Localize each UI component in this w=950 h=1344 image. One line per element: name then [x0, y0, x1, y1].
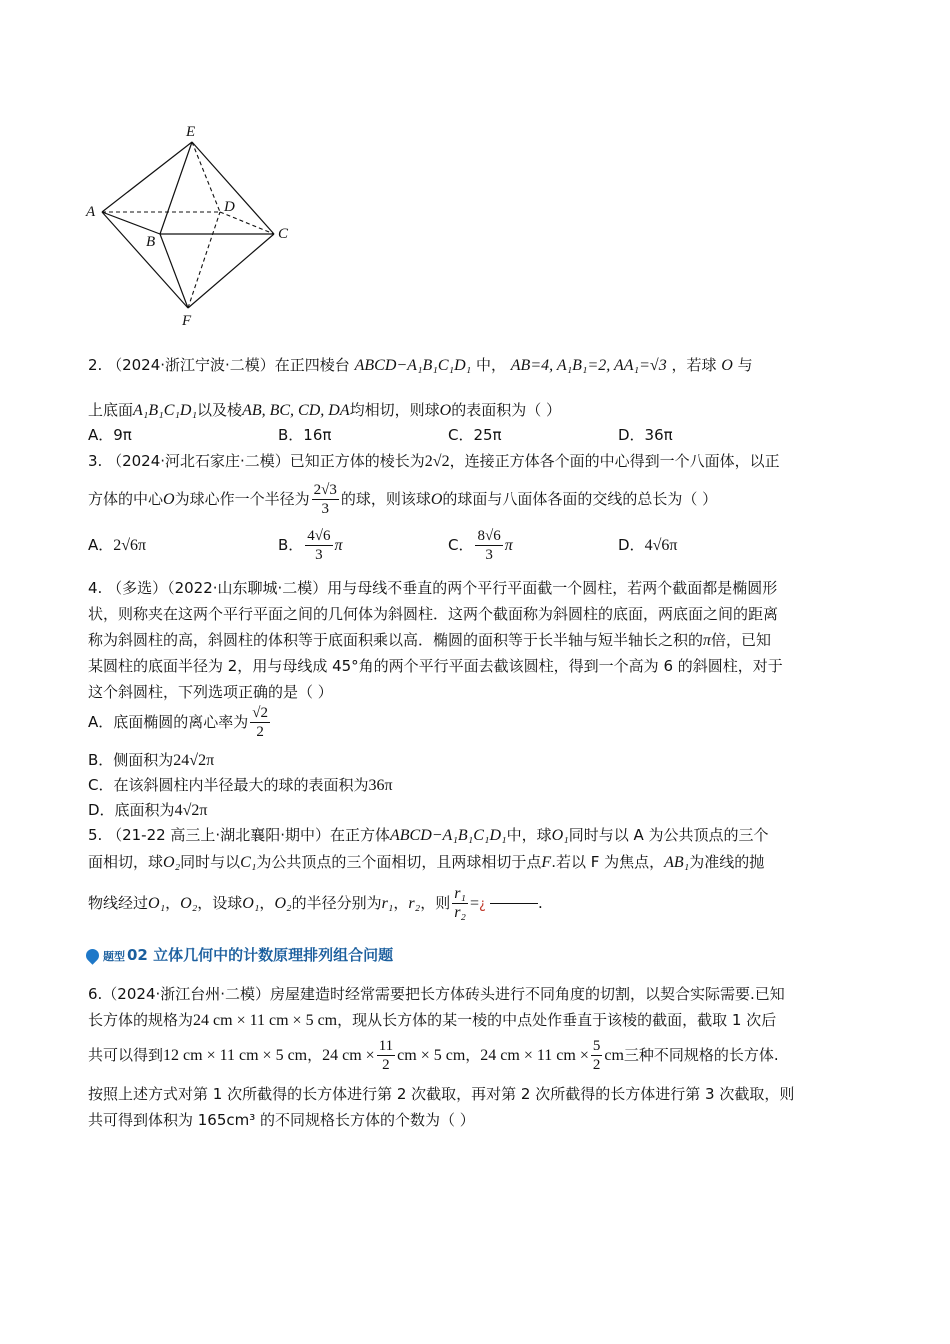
label-F: F: [182, 313, 192, 329]
q3-line2: 方体的中心O为球心作一个半径为 $\frac{2√3}{3}$ 的球，则该球O的球面与八面体各面的交线的总长为（ ）: [88, 482, 718, 517]
edge-AB: [102, 212, 160, 234]
q6-line1: 6.（2024·浙江台州·二模）房屋建造时经常需要把长方体砖头进行不同角度的切割，以契合实际需要.已知: [88, 985, 785, 1003]
q4-line3: 称为斜圆柱的高，斜圆柱的体积等于底面积乘以高．椭圆的面积等于长半轴与短半轴长之积的π倍，已知: [88, 631, 772, 649]
section-heading: 题型 02 立体几何中的计数原理排列组合问题: [86, 944, 393, 965]
q4-line4: 某圆柱的底面半径为 2，用与母线成 45°角的两个平行平面去截该圆柱，得到一个高为 6 的斜圆柱，对于: [88, 657, 783, 675]
q6-line3: 共可以得到12 cm × 11 cm × 5 cm，24 cm × $\frac{11}{2}$ cm × 5 cm，24 cm × 11 cm × $\frac{5}{2}$ cm三种不同规格的长方体.: [88, 1038, 779, 1073]
edge-EA: [102, 142, 192, 212]
q3-option-c: C． $\frac{8√6}{3}$ π: [448, 528, 513, 563]
q2-option-a: A．9π: [88, 426, 132, 444]
edge-ED-hidden: [192, 142, 220, 212]
q2-option-d: D．36π: [618, 426, 673, 444]
q5-answer-blank[interactable]: [490, 903, 538, 904]
q5-line2: 面相切，球O₂同时与以C₁为公共顶点的三个面相切，且两球相切于点F.若以 F 为焦点，AB₁为准线的抛: [88, 853, 765, 871]
q3-option-a: A．2√6π: [88, 536, 147, 554]
q3-option-b: B． $\frac{4√6}{3}$ π: [278, 528, 343, 563]
label-B: B: [146, 234, 156, 250]
location-pin-icon: [83, 946, 101, 964]
edge-EC: [192, 142, 274, 234]
q5-ratio-fraction: $\frac{\text{r₁}}{\text{r₂}}$: [454, 885, 466, 921]
q3-radius-fraction: $\frac{2√3}{3}$: [313, 482, 337, 517]
edge-DC-hidden: [220, 212, 274, 234]
q4-line5: 这个斜圆柱，下列选项正确的是（ ）: [88, 683, 333, 701]
label-E: E: [186, 124, 196, 140]
edge-FB: [160, 234, 188, 308]
label-A: A: [86, 204, 96, 220]
edge-FA: [102, 212, 188, 308]
q4-line1: 4. （多选）（2022·山东聊城·二模）用与母线不垂直的两个平行平面截一个圆柱，若两个截面都是椭圆形: [88, 579, 778, 597]
q4-option-d: D．底面积为4√2π: [88, 801, 208, 819]
q2-line1: 2. （2024·浙江宁波·二模）在正四棱台 ABCD−A₁B₁C₁D₁ 中， AB=4, A₁B₁=2, AA₁=√3 ，若球 O 与: [88, 356, 753, 374]
q4-option-c: C．在该斜圆柱内半径最大的球的表面积为36π: [88, 776, 393, 794]
q5-line3: 物线经过O₁，O₂，设球O₁，O₂的半径分别为r₁，r₂，则 $\frac{\text{r₁}}{\text{r₂}}$ =¿ .: [88, 885, 543, 921]
q3-options: [88, 524, 888, 568]
q6-line2: 长方体的规格为24 cm × 11 cm × 5 cm，现从长方体的某一棱的中点处作垂直于该棱的截面，截取 1 次后: [88, 1011, 777, 1029]
q6-line5: 共可得到体积为 165cm³ 的不同规格长方体的个数为（ ）: [88, 1111, 475, 1129]
q5-line1: 5. （21-22 高三上·湖北襄阳·期中）在正方体ABCD−A₁B₁C₁D₁中，球O₁同时与以 A 为公共顶点的三个: [88, 826, 769, 844]
edge-EB: [160, 142, 192, 234]
q3-option-d: D．4√6π: [618, 536, 678, 554]
q2-line2: 上底面A₁B₁C₁D₁以及棱AB, BC, CD, DA均相切，则球O的表面积为（ ）: [88, 401, 561, 419]
q2-option-c: C．25π: [448, 426, 502, 444]
q4-option-a: A．底面椭圆的离心率为 $\frac{√2}{2}$: [88, 705, 268, 740]
label-D: D: [224, 199, 235, 215]
edge-FC: [188, 234, 274, 308]
q6-line4: 按照上述方式对第 1 次所截得的长方体进行第 2 次截取，再对第 2 次所截得的长方体进行第 3 次截取，则: [88, 1085, 795, 1103]
q3-line1: 3. （2024·河北石家庄·二模）已知正方体的棱长为2√2，连接正方体各个面的中心得到一个八面体，以正: [88, 452, 780, 470]
q2-option-b: B．16π: [278, 426, 332, 444]
octahedron-figure: [84, 120, 304, 330]
q4-line2: 状，则称夹在这两个平行平面之间的几何体为斜圆柱．这两个截面称为斜圆柱的底面，两底面之间的距离: [88, 605, 779, 623]
q4-option-b: B．侧面积为24√2π: [88, 751, 215, 769]
label-C: C: [278, 226, 289, 242]
